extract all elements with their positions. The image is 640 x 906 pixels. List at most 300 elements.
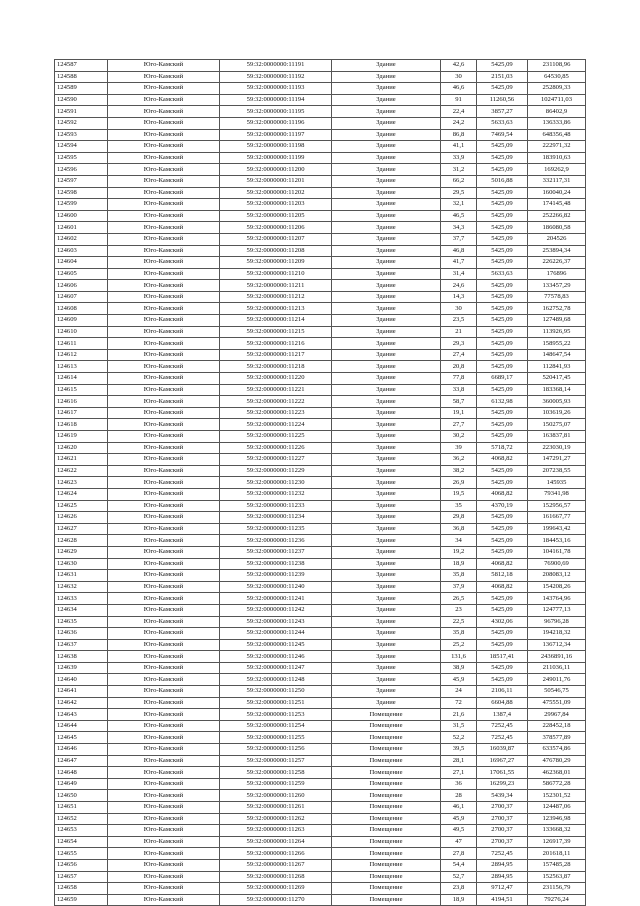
table-row	[55, 755, 586, 767]
district-cell: Юго-Камский	[108, 60, 220, 72]
cadastral-number-cell: 59:32:0000000:11215	[220, 326, 332, 338]
cadastral-value-cell: 152563,87	[528, 871, 586, 883]
specific-value-cell: 5425,09	[477, 384, 528, 396]
row-number: 124633	[55, 593, 108, 605]
specific-value-cell: 7252,45	[477, 732, 528, 744]
table-row	[55, 141, 586, 153]
table-row	[55, 187, 586, 199]
district-cell: Юго-Камский	[108, 593, 220, 605]
cadastral-number-cell: 59:32:0000000:11209	[220, 257, 332, 269]
area-cell: 27,4	[441, 349, 477, 361]
cadastral-number-cell: 59:32:0000000:11218	[220, 361, 332, 373]
row-number: 124597	[55, 175, 108, 187]
area-cell: 46,6	[441, 83, 477, 95]
cadastral-value-cell: 126917,39	[528, 836, 586, 848]
cadastral-value-cell: 249011,76	[528, 674, 586, 686]
object-type-cell: Здание	[332, 570, 441, 582]
table-row	[55, 778, 586, 790]
specific-value-cell: 5425,09	[477, 512, 528, 524]
specific-value-cell: 5425,09	[477, 349, 528, 361]
cadastral-value-cell: 124777,13	[528, 604, 586, 616]
area-cell: 91	[441, 94, 477, 106]
table-row	[55, 326, 586, 338]
object-type-cell: Здание	[332, 535, 441, 547]
table-row	[55, 871, 586, 883]
district-cell: Юго-Камский	[108, 616, 220, 628]
table-row	[55, 790, 586, 802]
table-row	[55, 407, 586, 419]
specific-value-cell: 5425,09	[477, 210, 528, 222]
row-number: 124656	[55, 859, 108, 871]
table-row	[55, 396, 586, 408]
specific-value-cell: 5425,09	[477, 535, 528, 547]
object-type-cell: Здание	[332, 291, 441, 303]
district-cell: Юго-Камский	[108, 141, 220, 153]
object-type-cell: Здание	[332, 94, 441, 106]
row-number: 124645	[55, 732, 108, 744]
cadastral-value-cell: 150275,07	[528, 419, 586, 431]
cadastral-number-cell: 59:32:0000000:11197	[220, 129, 332, 141]
area-cell: 45,9	[441, 674, 477, 686]
area-cell: 36,8	[441, 523, 477, 535]
district-cell: Юго-Камский	[108, 199, 220, 211]
cadastral-number-cell: 59:32:0000000:11196	[220, 117, 332, 129]
object-type-cell: Здание	[332, 523, 441, 535]
row-number: 124634	[55, 604, 108, 616]
specific-value-cell: 18517,41	[477, 651, 528, 663]
table-row	[55, 593, 586, 605]
specific-value-cell: 16039,87	[477, 744, 528, 756]
district-cell: Юго-Камский	[108, 720, 220, 732]
object-type-cell: Здание	[332, 512, 441, 524]
cadastral-value-cell: 124487,06	[528, 802, 586, 814]
row-number: 124650	[55, 790, 108, 802]
object-type-cell: Здание	[332, 628, 441, 640]
object-type-cell: Здание	[332, 245, 441, 257]
row-number: 124659	[55, 894, 108, 906]
cadastral-number-cell: 59:32:0000000:11244	[220, 628, 332, 640]
row-number: 124590	[55, 94, 108, 106]
specific-value-cell: 2700,37	[477, 825, 528, 837]
row-number: 124609	[55, 315, 108, 327]
object-type-cell: Здание	[332, 187, 441, 199]
specific-value-cell: 9712,47	[477, 883, 528, 895]
cadastral-number-cell: 59:32:0000000:11258	[220, 767, 332, 779]
cadastral-number-cell: 59:32:0000000:11227	[220, 454, 332, 466]
specific-value-cell: 5425,09	[477, 303, 528, 315]
cadastral-value-cell: 252266,82	[528, 210, 586, 222]
row-number: 124651	[55, 802, 108, 814]
specific-value-cell: 3857,27	[477, 106, 528, 118]
row-number: 124619	[55, 431, 108, 443]
cadastral-number-cell: 59:32:0000000:11211	[220, 280, 332, 292]
object-type-cell: Помещение	[332, 732, 441, 744]
cadastral-number-cell: 59:32:0000000:11192	[220, 71, 332, 83]
cadastral-number-cell: 59:32:0000000:11255	[220, 732, 332, 744]
district-cell: Юго-Камский	[108, 813, 220, 825]
cadastral-value-cell: 183368,14	[528, 384, 586, 396]
district-cell: Юго-Камский	[108, 83, 220, 95]
district-cell: Юго-Камский	[108, 245, 220, 257]
area-cell: 49,5	[441, 825, 477, 837]
object-type-cell: Здание	[332, 268, 441, 280]
row-number: 124649	[55, 778, 108, 790]
table-row	[55, 488, 586, 500]
district-cell: Юго-Камский	[108, 477, 220, 489]
object-type-cell: Здание	[332, 407, 441, 419]
cadastral-value-cell: 148647,54	[528, 349, 586, 361]
table-row	[55, 523, 586, 535]
cadastral-number-cell: 59:32:0000000:11207	[220, 233, 332, 245]
row-number: 124646	[55, 744, 108, 756]
specific-value-cell: 4194,51	[477, 894, 528, 906]
district-cell: Юго-Камский	[108, 697, 220, 709]
cadastral-number-cell: 59:32:0000000:11213	[220, 303, 332, 315]
district-cell: Юго-Камский	[108, 825, 220, 837]
area-cell: 31,4	[441, 268, 477, 280]
cadastral-number-cell: 59:32:0000000:11191	[220, 60, 332, 72]
area-cell: 42,6	[441, 60, 477, 72]
specific-value-cell: 5425,09	[477, 523, 528, 535]
object-type-cell: Здание	[332, 164, 441, 176]
specific-value-cell: 5425,09	[477, 546, 528, 558]
table-row	[55, 419, 586, 431]
object-type-cell: Помещение	[332, 767, 441, 779]
district-cell: Юго-Камский	[108, 291, 220, 303]
district-cell: Юго-Камский	[108, 338, 220, 350]
row-number: 124598	[55, 187, 108, 199]
row-number: 124591	[55, 106, 108, 118]
area-cell: 20,8	[441, 361, 477, 373]
table-row	[55, 662, 586, 674]
district-cell: Юго-Камский	[108, 651, 220, 663]
row-number: 124653	[55, 825, 108, 837]
table-row	[55, 581, 586, 593]
specific-value-cell: 4068,82	[477, 454, 528, 466]
table-row	[55, 106, 586, 118]
cadastral-value-cell: 29967,84	[528, 709, 586, 721]
area-cell: 47	[441, 836, 477, 848]
table-row	[55, 674, 586, 686]
cadastral-value-cell: 231156,79	[528, 883, 586, 895]
object-type-cell: Здание	[332, 488, 441, 500]
cadastral-number-cell: 59:32:0000000:11210	[220, 268, 332, 280]
cadastral-number-cell: 59:32:0000000:11263	[220, 825, 332, 837]
row-number: 124640	[55, 674, 108, 686]
specific-value-cell: 2700,37	[477, 802, 528, 814]
row-number: 124628	[55, 535, 108, 547]
cadastral-value-cell: 77578,83	[528, 291, 586, 303]
specific-value-cell: 5633,63	[477, 268, 528, 280]
object-type-cell: Здание	[332, 210, 441, 222]
cadastral-value-cell: 228452,18	[528, 720, 586, 732]
object-type-cell: Здание	[332, 639, 441, 651]
object-type-cell: Здание	[332, 257, 441, 269]
row-number: 124589	[55, 83, 108, 95]
cadastral-value-cell: 152301,52	[528, 790, 586, 802]
district-cell: Юго-Камский	[108, 361, 220, 373]
area-cell: 46,5	[441, 210, 477, 222]
area-cell: 29,3	[441, 338, 477, 350]
area-cell: 19,5	[441, 488, 477, 500]
specific-value-cell: 5812,18	[477, 570, 528, 582]
district-cell: Юго-Камский	[108, 419, 220, 431]
object-type-cell: Здание	[332, 651, 441, 663]
cadastral-value-cell: 123946,98	[528, 813, 586, 825]
district-cell: Юго-Камский	[108, 233, 220, 245]
cadastral-value-cell: 145935	[528, 477, 586, 489]
object-type-cell: Помещение	[332, 825, 441, 837]
table-row	[55, 616, 586, 628]
row-number: 124652	[55, 813, 108, 825]
specific-value-cell: 5425,09	[477, 199, 528, 211]
area-cell: 58,7	[441, 396, 477, 408]
area-cell: 46,8	[441, 245, 477, 257]
row-number: 124639	[55, 662, 108, 674]
object-type-cell: Здание	[332, 199, 441, 211]
district-cell: Юго-Камский	[108, 802, 220, 814]
cadastral-number-cell: 59:32:0000000:11269	[220, 883, 332, 895]
specific-value-cell: 5425,09	[477, 152, 528, 164]
district-cell: Юго-Камский	[108, 744, 220, 756]
table-row	[55, 442, 586, 454]
area-cell: 18,9	[441, 894, 477, 906]
object-type-cell: Здание	[332, 175, 441, 187]
specific-value-cell: 5425,09	[477, 419, 528, 431]
row-number: 124636	[55, 628, 108, 640]
table-row	[55, 83, 586, 95]
cadastral-number-cell: 59:32:0000000:11267	[220, 859, 332, 871]
area-cell: 54,4	[441, 859, 477, 871]
table-row	[55, 500, 586, 512]
object-type-cell: Здание	[332, 442, 441, 454]
district-cell: Юго-Камский	[108, 257, 220, 269]
area-cell: 35,8	[441, 570, 477, 582]
specific-value-cell: 5425,09	[477, 164, 528, 176]
row-number: 124610	[55, 326, 108, 338]
cadastral-value-cell: 223030,19	[528, 442, 586, 454]
cadastral-value-cell: 208083,12	[528, 570, 586, 582]
area-cell: 22,5	[441, 616, 477, 628]
district-cell: Юго-Камский	[108, 790, 220, 802]
specific-value-cell: 5425,09	[477, 60, 528, 72]
table-row	[55, 848, 586, 860]
area-cell: 26,9	[441, 477, 477, 489]
district-cell: Юго-Камский	[108, 106, 220, 118]
specific-value-cell: 2700,37	[477, 813, 528, 825]
cadastral-value-cell: 160040,24	[528, 187, 586, 199]
district-cell: Юго-Камский	[108, 778, 220, 790]
table-row	[55, 245, 586, 257]
specific-value-cell: 5425,09	[477, 315, 528, 327]
object-type-cell: Помещение	[332, 883, 441, 895]
area-cell: 52,2	[441, 732, 477, 744]
object-type-cell: Здание	[332, 338, 441, 350]
area-cell: 29,8	[441, 512, 477, 524]
cadastral-number-cell: 59:32:0000000:11253	[220, 709, 332, 721]
area-cell: 24,6	[441, 280, 477, 292]
specific-value-cell: 16299,23	[477, 778, 528, 790]
cadastral-value-cell: 176896	[528, 268, 586, 280]
cadastral-number-cell: 59:32:0000000:11239	[220, 570, 332, 582]
specific-value-cell: 5425,09	[477, 338, 528, 350]
cadastral-number-cell: 59:32:0000000:11261	[220, 802, 332, 814]
district-cell: Юго-Камский	[108, 465, 220, 477]
row-number: 124625	[55, 500, 108, 512]
specific-value-cell: 5425,09	[477, 280, 528, 292]
area-cell: 19,1	[441, 407, 477, 419]
area-cell: 86,8	[441, 129, 477, 141]
area-cell: 33,8	[441, 384, 477, 396]
table-row	[55, 199, 586, 211]
cadastral-value-cell: 133668,32	[528, 825, 586, 837]
row-number: 124627	[55, 523, 108, 535]
table-row	[55, 859, 586, 871]
object-type-cell: Здание	[332, 83, 441, 95]
table-row	[55, 894, 586, 906]
cadastral-value-cell: 207238,55	[528, 465, 586, 477]
object-type-cell: Здание	[332, 60, 441, 72]
cadastral-value-cell: 1024711,03	[528, 94, 586, 106]
row-number: 124611	[55, 338, 108, 350]
row-number: 124605	[55, 268, 108, 280]
cadastral-value-cell: 161667,77	[528, 512, 586, 524]
specific-value-cell: 5425,09	[477, 628, 528, 640]
cadastral-number-cell: 59:32:0000000:11238	[220, 558, 332, 570]
row-number: 124604	[55, 257, 108, 269]
cadastral-value-cell: 136333,86	[528, 117, 586, 129]
object-type-cell: Здание	[332, 477, 441, 489]
table-row	[55, 268, 586, 280]
table-row	[55, 71, 586, 83]
row-number: 124603	[55, 245, 108, 257]
district-cell: Юго-Камский	[108, 303, 220, 315]
specific-value-cell: 5718,72	[477, 442, 528, 454]
area-cell: 14,3	[441, 291, 477, 303]
district-cell: Юго-Камский	[108, 442, 220, 454]
district-cell: Юго-Камский	[108, 570, 220, 582]
cadastral-value-cell: 158955,22	[528, 338, 586, 350]
table-row	[55, 546, 586, 558]
object-type-cell: Здание	[332, 280, 441, 292]
table-row	[55, 280, 586, 292]
cadastral-number-cell: 59:32:0000000:11216	[220, 338, 332, 350]
row-number: 124596	[55, 164, 108, 176]
cadastral-value-cell: 112841,93	[528, 361, 586, 373]
object-type-cell: Здание	[332, 117, 441, 129]
cadastral-number-cell: 59:32:0000000:11225	[220, 431, 332, 443]
district-cell: Юго-Камский	[108, 384, 220, 396]
specific-value-cell: 2106,11	[477, 686, 528, 698]
cadastral-value-cell: 174145,48	[528, 199, 586, 211]
area-cell: 22,4	[441, 106, 477, 118]
cadastral-number-cell: 59:32:0000000:11236	[220, 535, 332, 547]
row-number: 124608	[55, 303, 108, 315]
table-row	[55, 315, 586, 327]
table-row	[55, 813, 586, 825]
district-cell: Юго-Камский	[108, 222, 220, 234]
area-cell: 46,1	[441, 802, 477, 814]
row-number: 124624	[55, 488, 108, 500]
specific-value-cell: 5016,88	[477, 175, 528, 187]
cadastral-number-cell: 59:32:0000000:11257	[220, 755, 332, 767]
table-row	[55, 836, 586, 848]
cadastral-value-cell: 163837,81	[528, 431, 586, 443]
area-cell: 31,5	[441, 720, 477, 732]
area-cell: 30,2	[441, 431, 477, 443]
district-cell: Юго-Камский	[108, 523, 220, 535]
area-cell: 37,9	[441, 581, 477, 593]
row-number: 124657	[55, 871, 108, 883]
cadastral-value-cell: 633574,86	[528, 744, 586, 756]
table-row	[55, 570, 586, 582]
row-number: 124630	[55, 558, 108, 570]
cadastral-number-cell: 59:32:0000000:11237	[220, 546, 332, 558]
district-cell: Юго-Камский	[108, 546, 220, 558]
area-cell: 33,9	[441, 152, 477, 164]
area-cell: 66,2	[441, 175, 477, 187]
area-cell: 19,2	[441, 546, 477, 558]
object-type-cell: Помещение	[332, 813, 441, 825]
cadastral-number-cell: 59:32:0000000:11262	[220, 813, 332, 825]
cadastral-number-cell: 59:32:0000000:11266	[220, 848, 332, 860]
table-row	[55, 651, 586, 663]
area-cell: 27,7	[441, 419, 477, 431]
table-row	[55, 628, 586, 640]
specific-value-cell: 2894,95	[477, 859, 528, 871]
table-row	[55, 233, 586, 245]
specific-value-cell: 5425,09	[477, 662, 528, 674]
specific-value-cell: 5425,09	[477, 187, 528, 199]
cadastral-value-cell: 476780,29	[528, 755, 586, 767]
cadastral-value-cell: 2436891,16	[528, 651, 586, 663]
table-row	[55, 686, 586, 698]
cadastral-value-cell: 253894,34	[528, 245, 586, 257]
row-number: 124615	[55, 384, 108, 396]
district-cell: Юго-Камский	[108, 500, 220, 512]
specific-value-cell: 5425,09	[477, 141, 528, 153]
object-type-cell: Здание	[332, 662, 441, 674]
specific-value-cell: 5425,09	[477, 222, 528, 234]
table-row	[55, 604, 586, 616]
cadastral-value-cell: 201618,11	[528, 848, 586, 860]
district-cell: Юго-Камский	[108, 280, 220, 292]
specific-value-cell: 5425,09	[477, 291, 528, 303]
district-cell: Юго-Камский	[108, 315, 220, 327]
cadastral-value-cell: 50546,75	[528, 686, 586, 698]
area-cell: 38,2	[441, 465, 477, 477]
area-cell: 131,6	[441, 651, 477, 663]
cadastral-value-cell: 152956,57	[528, 500, 586, 512]
cadastral-number-cell: 59:32:0000000:11250	[220, 686, 332, 698]
cadastral-number-cell: 59:32:0000000:11206	[220, 222, 332, 234]
cadastral-number-cell: 59:32:0000000:11251	[220, 697, 332, 709]
cadastral-number-cell: 59:32:0000000:11203	[220, 199, 332, 211]
district-cell: Юго-Камский	[108, 709, 220, 721]
cadastral-value-cell: 86402,9	[528, 106, 586, 118]
cadastral-number-cell: 59:32:0000000:11194	[220, 94, 332, 106]
row-number: 124616	[55, 396, 108, 408]
row-number: 124622	[55, 465, 108, 477]
area-cell: 34	[441, 535, 477, 547]
object-type-cell: Здание	[332, 419, 441, 431]
cadastral-number-cell: 59:32:0000000:11254	[220, 720, 332, 732]
district-cell: Юго-Камский	[108, 396, 220, 408]
object-type-cell: Здание	[332, 581, 441, 593]
table-row	[55, 883, 586, 895]
row-number: 124617	[55, 407, 108, 419]
cadastral-number-cell: 59:32:0000000:11232	[220, 488, 332, 500]
